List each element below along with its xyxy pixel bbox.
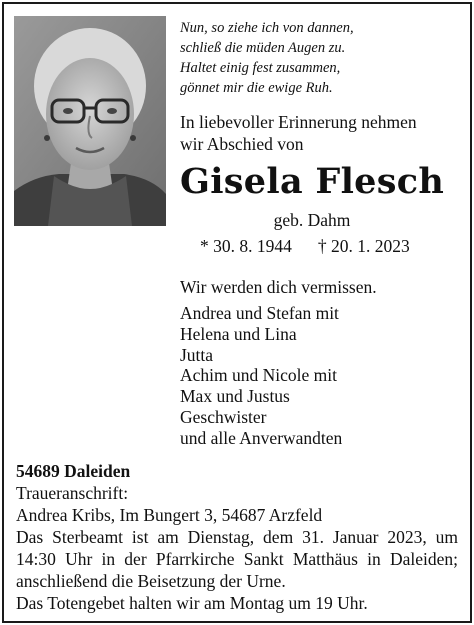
death-date: † 20. 1. 2023 [317,236,410,256]
mourner-line: Max und Justus [180,386,290,407]
mourners-list [180,303,342,449]
poem-line: Nun, so ziehe ich von dannen, [180,20,354,36]
mourner-line: Geschwister [180,406,267,427]
poem-line: Haltet einig fest zusammen, [180,60,341,76]
funeral-details: Das Sterbeamt ist am Dienstag, dem 31. Januar 2023, um 14:30 Uhr in der Pfarrkirche Sankt Matthäus in Daleiden; anschließend die Beisetzung der Urne. [16,527,458,591]
portrait-photo [14,16,166,226]
deceased-name: Gisela Flesch [180,161,445,202]
farewell-line: Wir werden dich vermissen. [180,277,377,297]
life-dates [200,235,410,257]
address-label: Traueranschrift: [16,483,129,503]
footer-info [16,460,458,614]
poem-line: gönnet mir die ewige Ruh. [180,80,333,96]
address-line: Andrea Kribs, Im Bungert 3, 54687 Arzfeld [16,505,323,525]
mourner-line: Helena und Lina [180,323,297,344]
prayer-details: Das Totengebet halten wir am Montag um 19 Uhr. [16,593,368,613]
birth-date: * 30. 8. 1944 [200,236,292,256]
mourner-line: Jutta [180,344,214,365]
poem-line: schließ die müden Augen zu. [180,40,346,56]
poem [180,18,354,98]
birth-name: geb. Dahm [273,210,351,230]
place-line: 54689 Daleiden [16,461,131,481]
intro-line: wir Abschied von [180,134,304,154]
intro-text [180,111,417,155]
mourner-line: Achim und Nicole mit [180,365,337,386]
mourner-line: und alle Anverwandten [180,427,343,448]
intro-line: In liebevoller Erinnerung nehmen [180,112,417,132]
mourner-line: Andrea und Stefan mit [180,303,339,323]
